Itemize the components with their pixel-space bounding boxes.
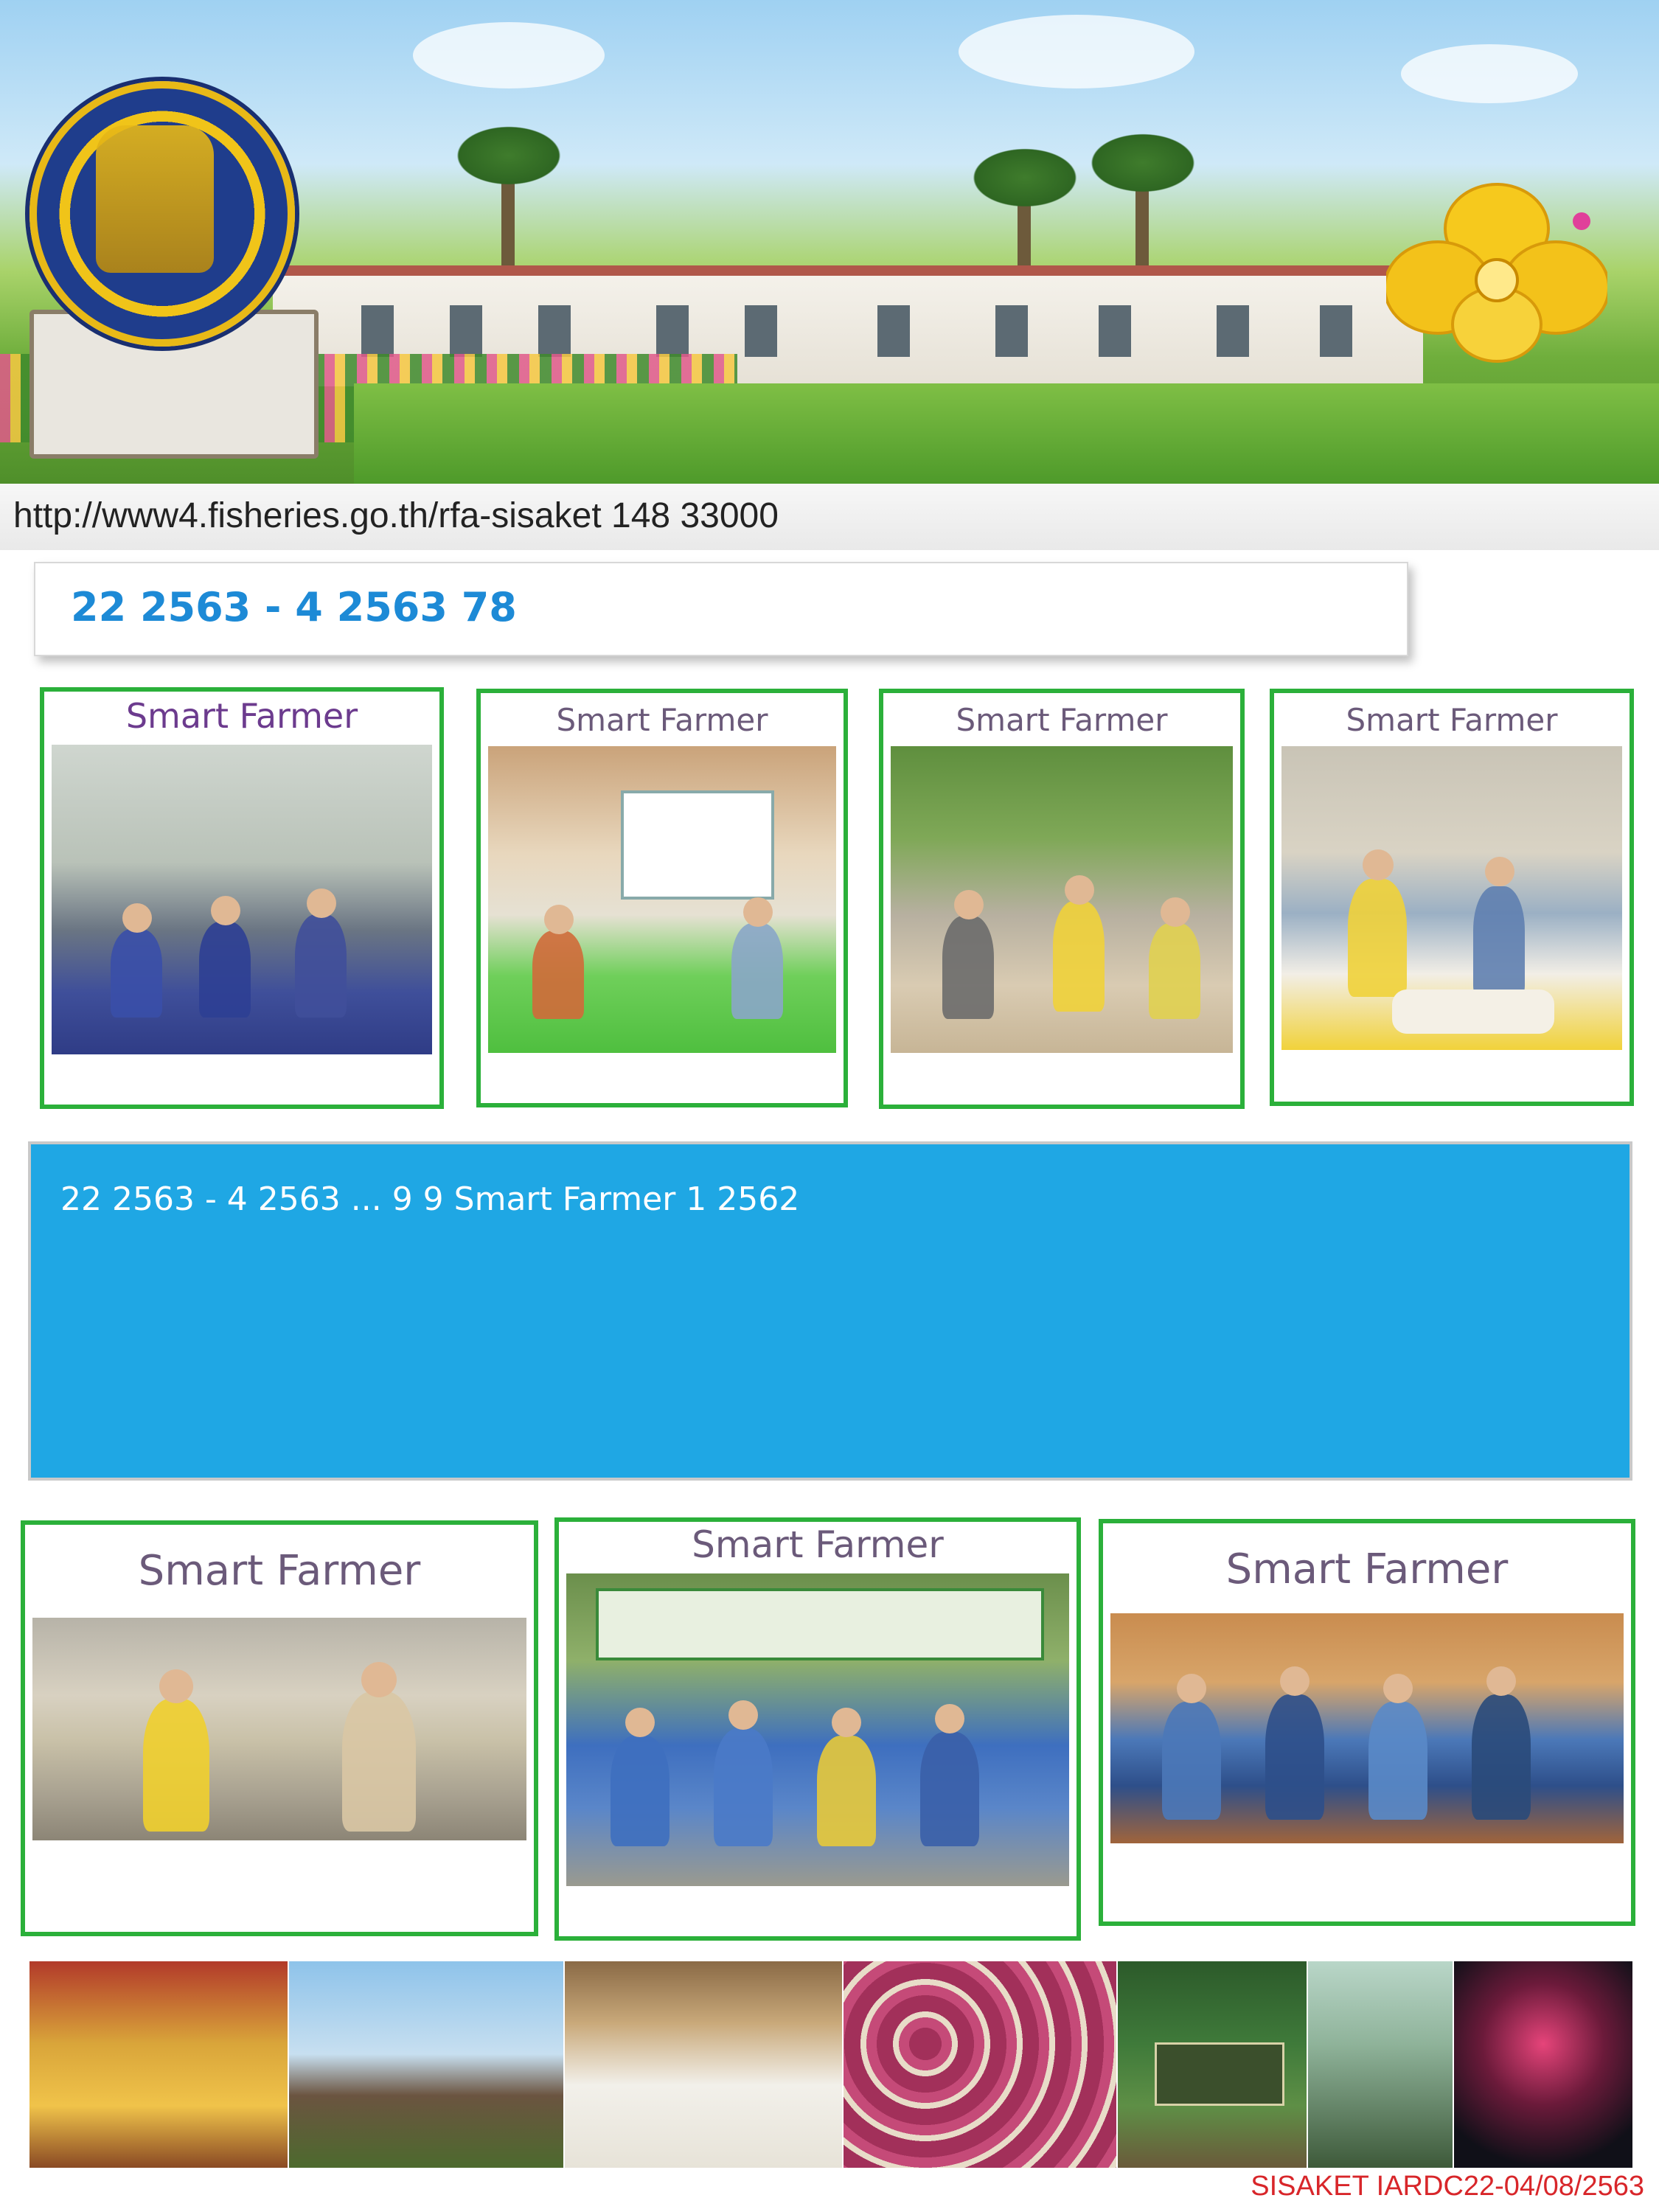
photo-card (476, 689, 848, 1107)
address-strip (0, 484, 1659, 550)
card-tag: Smart Farmer (138, 1547, 421, 1595)
photo-card (554, 1517, 1081, 1941)
light-show-image (1454, 1961, 1632, 2168)
postal-code: 33000 (680, 496, 779, 535)
training-photo (488, 746, 836, 1053)
group-photo (1110, 1613, 1624, 1843)
card-tag: Smart Farmer (125, 696, 358, 736)
page-subtitle (649, 324, 1253, 406)
card-tag: Smart Farmer (692, 1523, 944, 1566)
temple-buddha-image (29, 1961, 288, 2168)
photo-card (1270, 689, 1634, 1106)
card-district (883, 1060, 1240, 1105)
photo-card (40, 687, 444, 1109)
card-tag: Smart Farmer (1225, 1545, 1509, 1593)
page-title (295, 63, 1637, 181)
shallot-garlic-image (844, 1961, 1116, 2168)
news-description-box (28, 1141, 1632, 1481)
card-tag: Smart Farmer (556, 702, 768, 738)
issue-heading (71, 584, 1383, 636)
park-sign (1155, 2042, 1284, 2106)
photo-card (21, 1520, 538, 1936)
postal-address: 148 (611, 496, 671, 535)
ancient-castle-image (289, 1961, 563, 2168)
photo-card (879, 689, 1245, 1109)
issue-date-range: 22 2563 - 4 2563 (71, 584, 448, 630)
park-entrance-image (1118, 1961, 1307, 2168)
card-district (559, 1891, 1077, 1938)
group-photo (566, 1573, 1069, 1886)
issue-bar (34, 562, 1408, 656)
province-highlights-strip (29, 1961, 1632, 2168)
website-link[interactable]: http://www4.fisheries.go.th/rfa-sisaket (13, 496, 602, 535)
card-district (1274, 1054, 1630, 1099)
header-banner (0, 0, 1659, 484)
photo-card (1099, 1519, 1635, 1926)
card-tag: Smart Farmer (956, 702, 1168, 738)
statue-image (1308, 1961, 1453, 2168)
card-tag: Smart Farmer (1346, 702, 1558, 738)
training-photo (52, 745, 432, 1054)
yellow-orchid-icon (1386, 177, 1607, 369)
seal-emblem (96, 125, 214, 273)
card-district (481, 1057, 844, 1102)
card-district (1103, 1855, 1631, 1907)
training-photo (1281, 746, 1622, 1050)
training-photo (32, 1618, 526, 1840)
training-photo (891, 746, 1233, 1053)
address-line (13, 495, 1650, 540)
document-code: SISAKET IARDC22-04/08/2563 (1251, 2171, 1644, 2202)
issue-number: 78 (461, 584, 517, 630)
news-description: 22 2563 - 4 2563 ... 9 9 Smart Farmer 1 2562 (60, 1180, 800, 1218)
card-district (25, 1864, 534, 1916)
card-district (44, 1060, 439, 1105)
rice-basket-image (565, 1961, 842, 2168)
